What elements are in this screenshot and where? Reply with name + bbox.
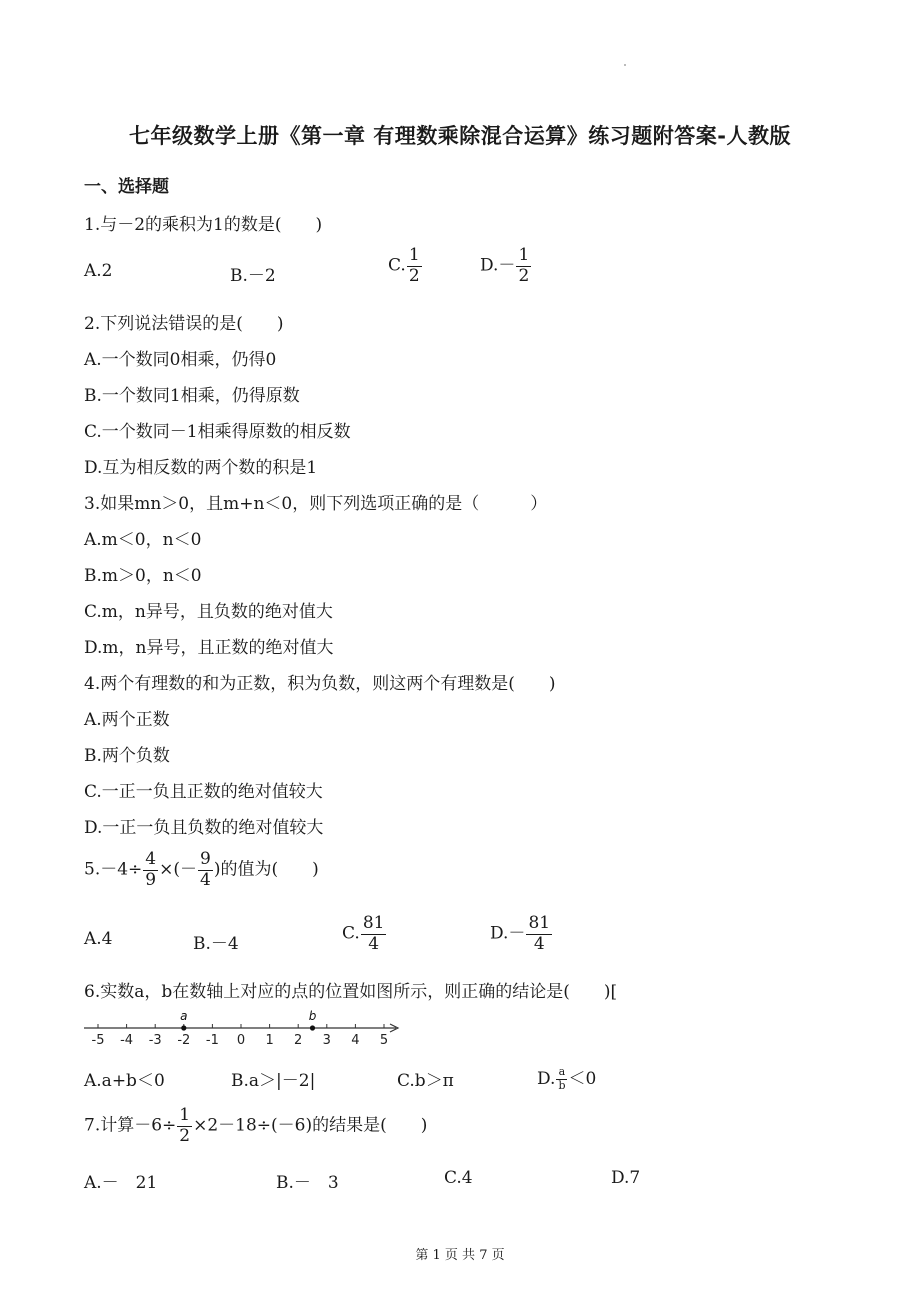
- fraction-denominator: 2: [179, 1125, 191, 1146]
- q4-option-c: C.一正一负且正数的绝对值较大: [84, 782, 323, 802]
- fraction: [516, 246, 531, 286]
- q2-option-c: C.一个数同－1相乘得原数的相反数: [84, 422, 351, 442]
- axis-points: [180, 1009, 317, 1031]
- question-7-stem: [84, 1106, 427, 1146]
- q3-option-c: C.m，n异号，且负数的绝对值大: [84, 602, 333, 622]
- fraction: [407, 246, 422, 286]
- fraction-numerator: 1: [408, 245, 420, 265]
- axis-point: [181, 1025, 186, 1030]
- q7-stem-part-2: ×2－18÷(－6)的结果是( ): [193, 1115, 428, 1136]
- fraction-denominator: b: [558, 1079, 566, 1092]
- axis-tick-label: 3: [322, 1033, 331, 1048]
- fraction: [143, 850, 158, 890]
- q5-stem-part-3: )的值为( ): [213, 859, 319, 880]
- q5-option-c: [342, 914, 387, 954]
- axis-point: [310, 1025, 315, 1030]
- q6-option-d-prefix: D.: [537, 1069, 556, 1089]
- fraction: [198, 850, 213, 890]
- fraction-denominator: 4: [361, 934, 387, 955]
- axis-tick-label: -3: [148, 1033, 162, 1048]
- q3-option-a: A.m＜0，n＜0: [84, 530, 202, 550]
- number-line-figure: [84, 1004, 404, 1048]
- axis-tick-label: 2: [294, 1033, 303, 1048]
- axis-point-label: b: [308, 1009, 317, 1023]
- q7-option-b: B.－ 3: [276, 1173, 339, 1193]
- axis-tick-label: -2: [177, 1033, 191, 1048]
- q1-option-c: [388, 246, 423, 286]
- axis-tick-label: 4: [351, 1033, 360, 1048]
- q6-option-d: [537, 1064, 596, 1093]
- q5-option-a: A.4: [84, 929, 113, 949]
- fraction-numerator: 81: [362, 913, 385, 933]
- q4-option-b: B.两个负数: [84, 746, 170, 766]
- q1-option-b: B.－2: [230, 266, 276, 286]
- q4-option-d: D.一正一负且负数的绝对值较大: [84, 818, 324, 838]
- axis-tick-label: -4: [120, 1033, 134, 1048]
- q1-option-d-prefix: D.－: [480, 255, 516, 276]
- q7-option-a: A.－ 21: [84, 1173, 158, 1193]
- q5-stem-part-2: ×(－: [159, 859, 197, 880]
- fraction-denominator: 4: [526, 934, 552, 955]
- fraction-numerator: 9: [200, 849, 211, 869]
- fraction: [556, 1066, 567, 1092]
- question-1-stem: 1.与－2的乘积为1的数是( ): [84, 215, 323, 235]
- fraction-numerator: 4: [145, 849, 157, 869]
- q7-stem-part-1: 7.计算－6÷: [84, 1115, 177, 1136]
- fraction-denominator: 9: [145, 869, 157, 890]
- section-heading: 一、选择题: [84, 177, 169, 197]
- q6-option-a: A.a+b＜0: [84, 1071, 165, 1091]
- q5-option-d: [490, 914, 553, 954]
- fraction-numerator: a: [558, 1065, 566, 1079]
- q7-option-c: C.4: [444, 1168, 473, 1188]
- q1-option-a: A.2: [84, 261, 113, 281]
- fraction: [177, 1106, 192, 1146]
- q2-option-b: B.一个数同1相乘，仍得原数: [84, 386, 300, 406]
- q6-option-d-suffix: ＜0: [568, 1069, 597, 1089]
- q5-option-c-prefix: C.: [342, 923, 360, 944]
- q2-option-d: D.互为相反数的两个数的积是1: [84, 458, 318, 478]
- page-footer: 第 1 页 共 7 页: [415, 1248, 505, 1263]
- q2-option-a: A.一个数同0相乘，仍得0: [84, 350, 277, 370]
- fraction-denominator: 2: [518, 265, 530, 286]
- q3-option-b: B.m＞0，n＜0: [84, 566, 202, 586]
- question-2-stem: 2.下列说法错误的是( ): [84, 314, 284, 334]
- fraction-numerator: 1: [518, 245, 530, 265]
- axis-tick-label: -5: [91, 1033, 105, 1048]
- q1-option-c-prefix: C.: [388, 255, 406, 276]
- q6-option-b: B.a＞|－2|: [231, 1071, 316, 1091]
- fraction-denominator: 4: [200, 869, 211, 890]
- page-title: 七年级数学上册《第一章 有理数乘除混合运算》练习题附答案-人教版: [128, 124, 792, 148]
- q6-option-c: C.b＞π: [397, 1071, 454, 1091]
- fraction-numerator: 1: [179, 1105, 191, 1125]
- fraction-numerator: 81: [528, 913, 551, 933]
- axis-point-label: a: [180, 1009, 188, 1023]
- fraction-denominator: 2: [408, 265, 420, 286]
- axis-tick-label: -1: [205, 1033, 219, 1048]
- decorative-dot: [624, 64, 626, 66]
- axis-tick-label: 1: [265, 1033, 274, 1048]
- q5-option-d-prefix: D.－: [490, 923, 526, 944]
- axis-tick-label: 0: [236, 1033, 246, 1048]
- question-4-stem: 4.两个有理数的和为正数，积为负数，则这两个有理数是( ): [84, 674, 556, 694]
- question-5-stem: [84, 850, 319, 890]
- question-6-stem: 6.实数a，b在数轴上对应的点的位置如图所示，则正确的结论是( )[: [84, 982, 618, 1002]
- fraction: [361, 914, 387, 954]
- q5-option-b: B.－4: [193, 934, 239, 954]
- q3-option-d: D.m，n异号，且正数的绝对值大: [84, 638, 334, 658]
- q7-option-d: D.7: [611, 1168, 641, 1188]
- q1-option-d: [480, 246, 532, 286]
- q4-option-a: A.两个正数: [84, 710, 170, 730]
- axis-tick-label: 5: [379, 1033, 389, 1048]
- question-3-stem: 3.如果mn＞0，且m+n＜0，则下列选项正确的是（ ）: [84, 494, 548, 514]
- fraction: [526, 914, 552, 954]
- q5-stem-part-1: 5.－4÷: [84, 859, 143, 880]
